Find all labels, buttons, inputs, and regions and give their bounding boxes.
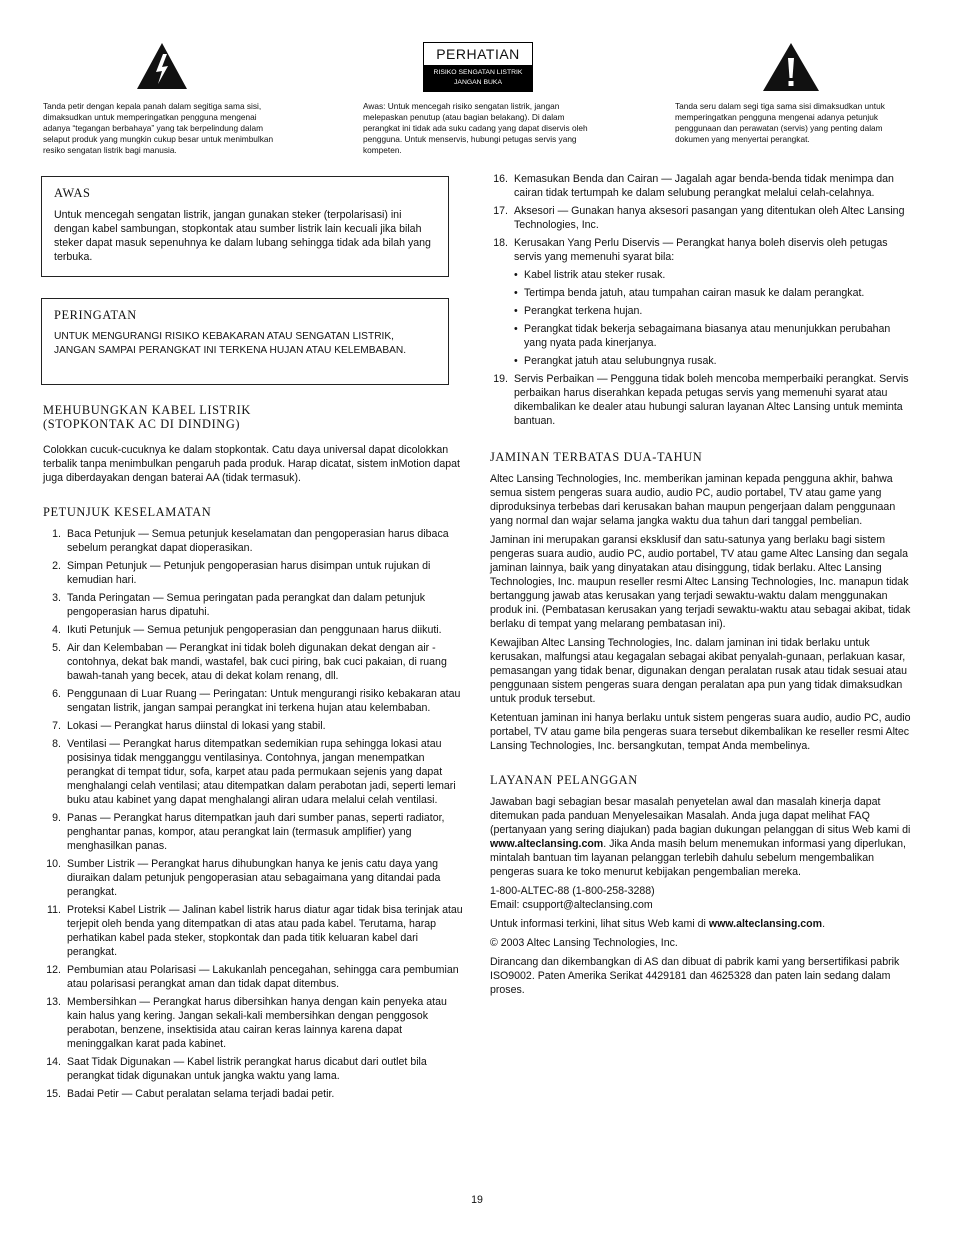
mehubungkan-text: Colokkan cucuk-cucuknya ke dalam stopkontak. Catu daya universal dapat dicolokkan terbalik tanpa menimbulkan pengaruh pada produk. Harap dicatat, sistem inMotion dapat juga diberdayakan dengan baterai AA (tidak termasuk).	[43, 444, 460, 484]
peringatan-title: PERINGATAN	[54, 308, 137, 322]
copyright: © 2003 Altec Lansing Technologies, Inc.	[490, 937, 678, 949]
jaminan-paragraph: Jaminan ini merupakan garansi eksklusif dan satu-satunya yang berlaku bagi sistem pengeras suara audio, audio PC, audio portabel, TV atau game Altec Lansing dan segala jaminan lainnya, baik yang dinyatakan atau disinggung, tidak berlaku. Altec Lansing Technologies, Inc. maupun reseller resmi Altec Lansing Technologies, Inc. manapun tidak bertanggung jawab atas kerusakan yang terjadi sewaktu-waktu dalam menggunakan produk ini. (Pembatasan kerusakan yang terjadi sewaktu-waktu atau sebagai akibat, tidak berlaku di tempat yang melarang pembatasan ini).	[490, 534, 911, 630]
bullet-item: • Kabel listrik atau steker rusak.	[514, 268, 912, 282]
awas-box	[41, 176, 449, 277]
item-number: 6.	[52, 688, 61, 700]
item-number: 15.	[46, 1088, 61, 1100]
contact-info	[490, 884, 912, 912]
phone-number: 1-800-ALTEC-88 (1-800-258-3288)	[490, 885, 655, 897]
layanan-text: Jawaban bagi sebagian besar masalah penyetelan awal dan masalah kinerja dapat ditemukan pada panduan Menyelesaikan Masalah. Anda juga dapat melihat FAQ (pertanyaan yang sering diajukan) pada bagian dukungan pelanggan di situs Web kami di	[490, 796, 911, 836]
layanan-text: Untuk informasi terkini, lihat situs Web kami di	[490, 918, 709, 930]
perhatian-label	[423, 42, 533, 92]
list-item	[43, 1055, 463, 1083]
page-number: 19	[471, 1194, 483, 1206]
bullet-item: • Perangkat jatuh atau selubungnya rusak.	[514, 354, 912, 368]
list-item	[43, 591, 463, 619]
jaminan-heading: JAMINAN TERBATAS DUA-TAHUN	[490, 450, 703, 464]
layanan-body	[490, 795, 912, 997]
item-text: Penggunaan di Luar Ruang — Peringatan: Untuk mengurangi risiko kebakaran atau sengatan listrik, jangan sampai perangkat ini terkena hujan atau kelembaban.	[67, 688, 461, 714]
item-number: 11.	[47, 904, 61, 916]
petunjuk-list-left	[43, 527, 463, 1101]
perhatian-title: PERHATIAN	[436, 46, 520, 62]
item-text: Proteksi Kabel Listrik — Jalinan kabel listrik harus diatur agar tidak bisa terinjak atau terjepit oleh benda yang ditempatkan di atas atau pada kabel. Terutama, harap perhatikan kabel pada steker, stopkontak dan pada titik keluaran kabel dari perangkat.	[67, 904, 463, 958]
list-item	[43, 857, 463, 899]
item-text: Panas — Perangkat harus ditempatkan jauh dari sumber panas, seperti radiator, penghantar panas, kompor, atau perangkat lain (termasuk amplifier) yang menghasilkan panas.	[67, 812, 445, 852]
item-text: Ikuti Petunjuk — Semua petunjuk pengoperasian dan penggunaan harus diikuti.	[67, 624, 442, 636]
list-item	[43, 527, 463, 555]
petunjuk-heading: PETUNJUK KESELAMATAN	[43, 505, 212, 519]
perhatian-sub1: RISIKO SENGATAN LISTRIK	[433, 69, 523, 76]
list-item	[43, 623, 463, 637]
list-item	[490, 172, 912, 200]
list-item	[43, 903, 463, 959]
item-number: 10.	[46, 858, 61, 870]
jaminan-body	[490, 472, 912, 753]
item-text: Tanda Peringatan — Semua peringatan pada perangkat dan dalam petunjuk pengoperasian harus dipatuhi.	[67, 592, 426, 618]
list-item	[43, 559, 463, 587]
list-item	[490, 236, 912, 368]
item-text: Badai Petir — Cabut peralatan selama terjadi badai petir.	[67, 1088, 335, 1100]
item-number: 18.	[493, 237, 508, 249]
item18-bullets	[514, 268, 912, 368]
mehubungkan-heading-line2: (STOPKONTAK AC DI DINDING)	[43, 417, 241, 431]
list-item	[43, 995, 463, 1051]
exclamation-warning-icon	[762, 42, 820, 92]
item-text: Ventilasi — Perangkat harus ditempatkan sedemikian rupa sehingga lokasi atau posisinya tidak mengganggu ventilasinya. Contohnya, jangan menempatkan perangkat di tempat tidur, sofa, karpet atau pada permukaan sejenis yang dapat menghalangi celah ventilasi; atau ditempatkan dalam perabotan jadi, seperti lemari buku atau kabinet yang dapat menghalangi aliran udara melalui celah ventilasi.	[67, 738, 456, 806]
website-link[interactable]: www.alteclansing.com	[708, 918, 823, 930]
left-column	[43, 403, 463, 1105]
item-text: Air dan Kelembaban — Perangkat ini tidak boleh digunakan dekat dengan air - contohnya, dekat bak mandi, wastafel, bak cuci piring, bak cuci pakaian, di ruang bawah-tanah yang becek, atau di dekat kolam renang, dll.	[67, 642, 447, 682]
item-number: 5.	[52, 642, 61, 654]
peringatan-text: UNTUK MENGURANGI RISIKO KEBAKARAN ATAU SENGATAN LISTRIK, JANGAN SAMPAI PERANGKAT INI TERKENA HUJAN ATAU KELEMBABAN.	[54, 331, 407, 356]
perhatian-subtitle	[424, 65, 532, 91]
right-column	[490, 172, 912, 1002]
item-text: Pembumian atau Polarisasi — Lakukanlah pencegahan, sehingga cara pembumian atau polarisasi perangkat aman dan tidak dapat ditembus.	[67, 964, 459, 990]
jaminan-paragraph: Ketentuan jaminan ini hanya berlaku untuk sistem pengeras suara audio, audio PC, audio portabel, TV atau game bila pengeras suara tersebut dikembalikan ke reseller resmi Altec Lansing Technologies, Inc. bersangkutan, tempat Anda membelinya.	[490, 712, 911, 752]
item-text: Servis Perbaikan — Pengguna tidak boleh mencoba memperbaiki perangkat. Servis perbaikan harus diserahkan kepada petugas servis yang memenuhi syarat atau dikembalikan ke dealer atau hubungi saluran layanan Altec Lansing untuk meminta bantuan.	[514, 373, 909, 427]
layanan-paragraph	[490, 795, 912, 879]
item-text: Aksesori — Gunakan hanya aksesori pasangan yang ditentukan oleh Altec Lansing Technologies, Inc.	[514, 205, 905, 231]
item-number: 16.	[493, 173, 508, 185]
item-text: Sumber Listrik — Perangkat harus dihubungkan hanya ke jenis catu daya yang diuraikan dalam petunjuk pengoperasian atau sebagaimana yang ditandai pada perangkat.	[67, 858, 441, 898]
list-item	[490, 204, 912, 232]
mehubungkan-heading	[43, 403, 463, 431]
perhatian-sub2: JANGAN BUKA	[454, 79, 502, 86]
bullet-item: • Perangkat tidak bekerja sebagaimana biasanya atau menunjukkan perubahan yang nyata pada kinerjanya.	[514, 322, 912, 350]
item-text: Kemasukan Benda dan Cairan — Jagalah agar benda-benda tidak menimpa dan cairan tidak tertumpah ke dalam selubung perangkat melalui celah-celahnya.	[514, 173, 894, 199]
layanan-text: . Jika Anda masih belum menemukan informasi yang diperlukan, mintalah bantuan tim layanan pelanggan terlebih dahulu sebelum mengembalikan pengeras suara ke toko menurut kebijakan pengembalian mereka.	[490, 838, 906, 878]
perhatian-description: Awas: Untuk mencegah risiko sengatan listrik, jangan melepaskan penutup (atau bagian belakang). Di dalam perangkat ini tidak ada suku cadang yang dapat diservis oleh pengguna. Untuk menservis, hubungi petugas servis yang kompeten.	[363, 101, 588, 155]
item-number: 9.	[52, 812, 61, 824]
item-number: 2.	[52, 560, 61, 572]
website-link[interactable]: www.alteclansing.com	[490, 838, 604, 850]
item-text: Simpan Petunjuk — Petunjuk pengoperasian harus disimpan untuk rujukan di kemudian hari.	[67, 560, 431, 586]
jaminan-paragraph: Altec Lansing Technologies, Inc. memberikan jaminan kepada pengguna akhir, bahwa semua sistem pengeras suara audio, audio PC, audio portabel, TV atau game yang diproduksinya terbebas dari kerusakan bahan maupun pengerjaan dalam penggunaan yang normal dan wajar selama jangka waktu dua tahun dari tanggal pembelian.	[490, 473, 896, 527]
item-text: Lokasi — Perangkat harus diinstal di lokasi yang stabil.	[67, 720, 326, 732]
layanan-text: .	[822, 918, 826, 930]
list-item	[43, 811, 463, 853]
item-text: Saat Tidak Digunakan — Kabel listrik perangkat harus dicabut dari outlet bila perangkat tidak digunakan untuk jangka waktu yang lama.	[67, 1056, 427, 1082]
item-number: 3.	[52, 592, 61, 604]
list-item	[43, 687, 463, 715]
item-number: 13.	[46, 996, 61, 1008]
item-number: 8.	[52, 738, 61, 750]
item-text: Baca Petunjuk — Semua petunjuk keselamatan dan pengoperasian harus dibaca sebelum perangkat dapat dioperasikan.	[67, 528, 449, 554]
email-address[interactable]: Email: csupport@alteclansing.com	[490, 899, 653, 911]
bullet-item: • Perangkat terkena hujan.	[514, 304, 912, 318]
item-text: Kerusakan Yang Perlu Diservis — Perangkat hanya boleh diservis oleh petugas servis yang memenuhi syarat bila:	[514, 237, 888, 263]
list-item	[43, 719, 463, 733]
mehubungkan-heading-line1: MEHUBUNGKAN KABEL LISTRIK	[43, 403, 251, 417]
petunjuk-list-right	[490, 172, 912, 428]
list-item	[43, 737, 463, 807]
peringatan-box	[41, 298, 449, 385]
item-number: 4.	[52, 624, 61, 636]
list-item	[43, 641, 463, 683]
bullet-item: • Tertimpa benda jatuh, atau tumpahan cairan masuk ke dalam perangkat.	[514, 286, 912, 300]
lightning-warning-icon	[136, 42, 188, 90]
item-number: 1.	[52, 528, 61, 540]
item-number: 14.	[46, 1056, 61, 1068]
list-item	[43, 1087, 463, 1101]
list-item	[490, 372, 912, 428]
exclamation-symbol-description: Tanda seru dalam segi tiga sama sisi dimaksudkan untuk memperingatkan pengguna mengenai adanya petunjuk penggunaan dan perawatan (servis) yang penting dalam dokumen yang menyertai perangkat.	[675, 101, 885, 144]
item-number: 19.	[493, 373, 508, 385]
awas-text: Untuk mencegah sengatan listrik, jangan gunakan steker (terpolarisasi) ini dengan kabel sambungan, stopkontak atau sumber listrik lain kecuali jika bilah steker dapat masuk sepenuhnya ke dalam lubang sehingga tidak ada bilah yang terbuka.	[54, 209, 431, 263]
item-text: Membersihkan — Perangkat harus dibersihkan hanya dengan kain penyeka atau kain halus yang kering. Jangan sekali-kali membersihkan dengan penggosok perabotan, benzene, insektisida atau cairan keras lainnya karena dapat meninggalkan karat pada kabinet.	[67, 996, 447, 1050]
item-number: 17.	[493, 205, 508, 217]
awas-title: AWAS	[54, 186, 91, 200]
layanan-paragraph	[490, 917, 912, 931]
lightning-symbol-description: Tanda petir dengan kepala panah dalam segitiga sama sisi, dimaksudkan untuk memperingatkan pengguna mengenai adanya “tegangan berbahaya” yang tak berpelindung dalam selaput produk yang mungkin cukup besar untuk menimbulkan resiko sengatan listrik bagi manusia.	[43, 101, 274, 155]
jaminan-paragraph: Kewajiban Altec Lansing Technologies, Inc. dalam jaminan ini tidak berlaku untuk kerusakan, malfungsi atau kegagalan sebagai akibat penyalah-gunaan, perlakuan kasar, pemasangan yang tidak benar, digunakan dengan peralatan rusak atau tidak sesuai atau penggunaan sistem pengeras suara dengan peralatan apa pun yang tidak dimaksudkan untuk produk tersebut.	[490, 637, 907, 705]
list-item	[43, 963, 463, 991]
layanan-paragraph: Dirancang dan dikembangkan di AS dan dibuat di pabrik kami yang bersertifikasi pabrik ISO9002. Paten Amerika Serikat 4429181 dan 4625328 dan paten lain sedang dalam proses.	[490, 956, 900, 996]
item-number: 12.	[46, 964, 61, 976]
item-number: 7.	[52, 720, 61, 732]
layanan-heading: LAYANAN PELANGGAN	[490, 773, 638, 787]
